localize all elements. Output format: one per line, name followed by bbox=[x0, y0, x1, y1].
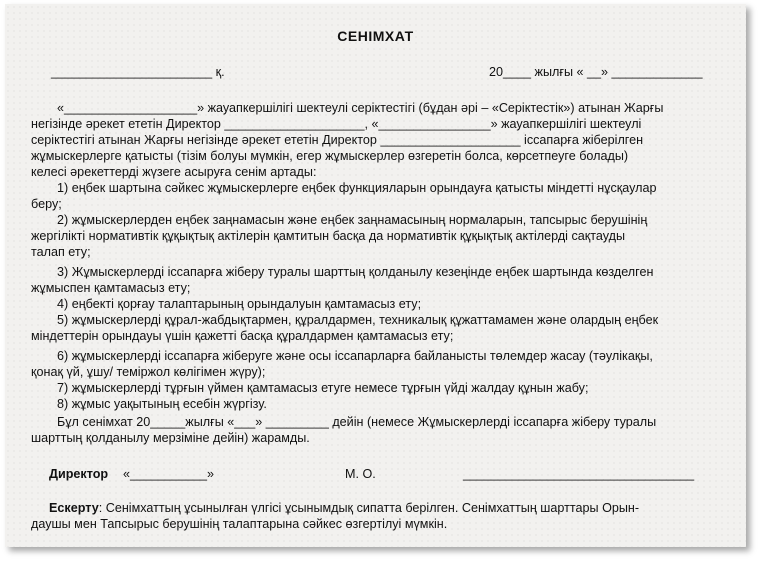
validity-line: шарттың қолданылу мерзіміне дейін) жарамды. bbox=[31, 431, 310, 445]
director-blank: «___________» bbox=[123, 467, 215, 481]
signature-line: _________________________________ bbox=[463, 467, 695, 481]
validity-line: Бұл сенімхат 20_____жылғы «___» _________ дейін (немесе Жұмыскерлерді іссапарға жіберу туралы bbox=[57, 415, 657, 429]
list-item: 1) еңбек шартына сәйкес жұмыскерлерге еңбек функцияларын орындауға қатысты міндетті нұсқаулар bbox=[57, 181, 657, 195]
list-item: беру; bbox=[31, 197, 62, 211]
director-label: Директор bbox=[49, 467, 109, 481]
list-item: міндеттерін орындауы үшін қажетті басқа құралдармен қамтамасыз ету; bbox=[31, 329, 454, 343]
list-item: жергілікті нормативтік құқықтық актілерін қамтитын басқа да нормативтік құқықтық актілерді сақтауды bbox=[31, 229, 626, 243]
list-item: 3) Жұмыскерлерді іссапарға жіберу туралы шарттың қолданылу кезеңінде еңбек шартында көзделген bbox=[57, 265, 654, 279]
note-text: : Сенімхаттың ұсынылған үлгісі ұсынымдық сипатта берілген. Сенімхаттың шарттары Орын- bbox=[98, 501, 640, 515]
body-line: серіктестігі атынан Жарғы негізінде әрекет ететін Директор ____________________ іссапарға жіберілген bbox=[31, 133, 644, 147]
seal-label: М. О. bbox=[345, 467, 376, 481]
document-title: СЕНІМХАТ bbox=[337, 28, 414, 44]
list-item: 6) жұмыскерлерді іссапарға жіберуге және осы іссапарларға байланысты төлемдер жасау (тәулікақы, bbox=[57, 349, 653, 363]
note-label: Ескерту bbox=[49, 501, 99, 515]
list-item: 2) жұмыскерлерден еңбек заңнамасын және еңбек заңнамасының нормаларын, тапсырыс берушінің bbox=[57, 213, 648, 227]
place-field: _______________________ қ. bbox=[51, 65, 225, 79]
list-item: 5) жұмыскерлерді құрал-жабдықтармен, құралдармен, техникалық құжаттамамен және олардың еңбек bbox=[57, 313, 659, 327]
list-item: 8) жұмыс уақытының есебін жүргізу. bbox=[57, 397, 267, 411]
note-line bbox=[49, 500, 639, 516]
body-line: негізінде әрекет ететін Директор ____________________, «________________» жауапкершілігі шектеулі bbox=[31, 117, 642, 131]
document-page bbox=[5, 4, 746, 547]
list-item: 7) жұмыскерлерді тұрғын үймен қамтамасыз етуге немесе тұрғын үйді жалдау құнын жабу; bbox=[57, 381, 589, 395]
list-item: қонақ үй, ұшу/ теміржол көлігімен жүру); bbox=[31, 365, 266, 379]
note-line: даушы мен Тапсырыс берушінің талаптарына сәйкес өзгертілуі мүмкін. bbox=[31, 517, 448, 531]
body-line: «___________________» жауапкершілігі шектеулі серіктестігі (бұдан әрі – «Серіктестік») атынан Жарғы bbox=[57, 101, 664, 115]
list-item: 4) еңбекті қорғау талаптарының орындалуын қамтамасыз ету; bbox=[57, 297, 422, 311]
list-item: жұмыспен қамтамасыз ету; bbox=[31, 281, 191, 295]
body-line: жұмыскерлерге қатысты (тізім болуы мүмкін, егер жұмыскерлер өзгеретін болса, көрсетпеуге болады) bbox=[31, 149, 629, 163]
date-field: 20____ жылғы « __» _____________ bbox=[489, 65, 703, 79]
body-line: келесі әрекеттерді жүзеге асыруға сенім артады: bbox=[31, 165, 317, 179]
list-item: талап ету; bbox=[31, 245, 91, 259]
